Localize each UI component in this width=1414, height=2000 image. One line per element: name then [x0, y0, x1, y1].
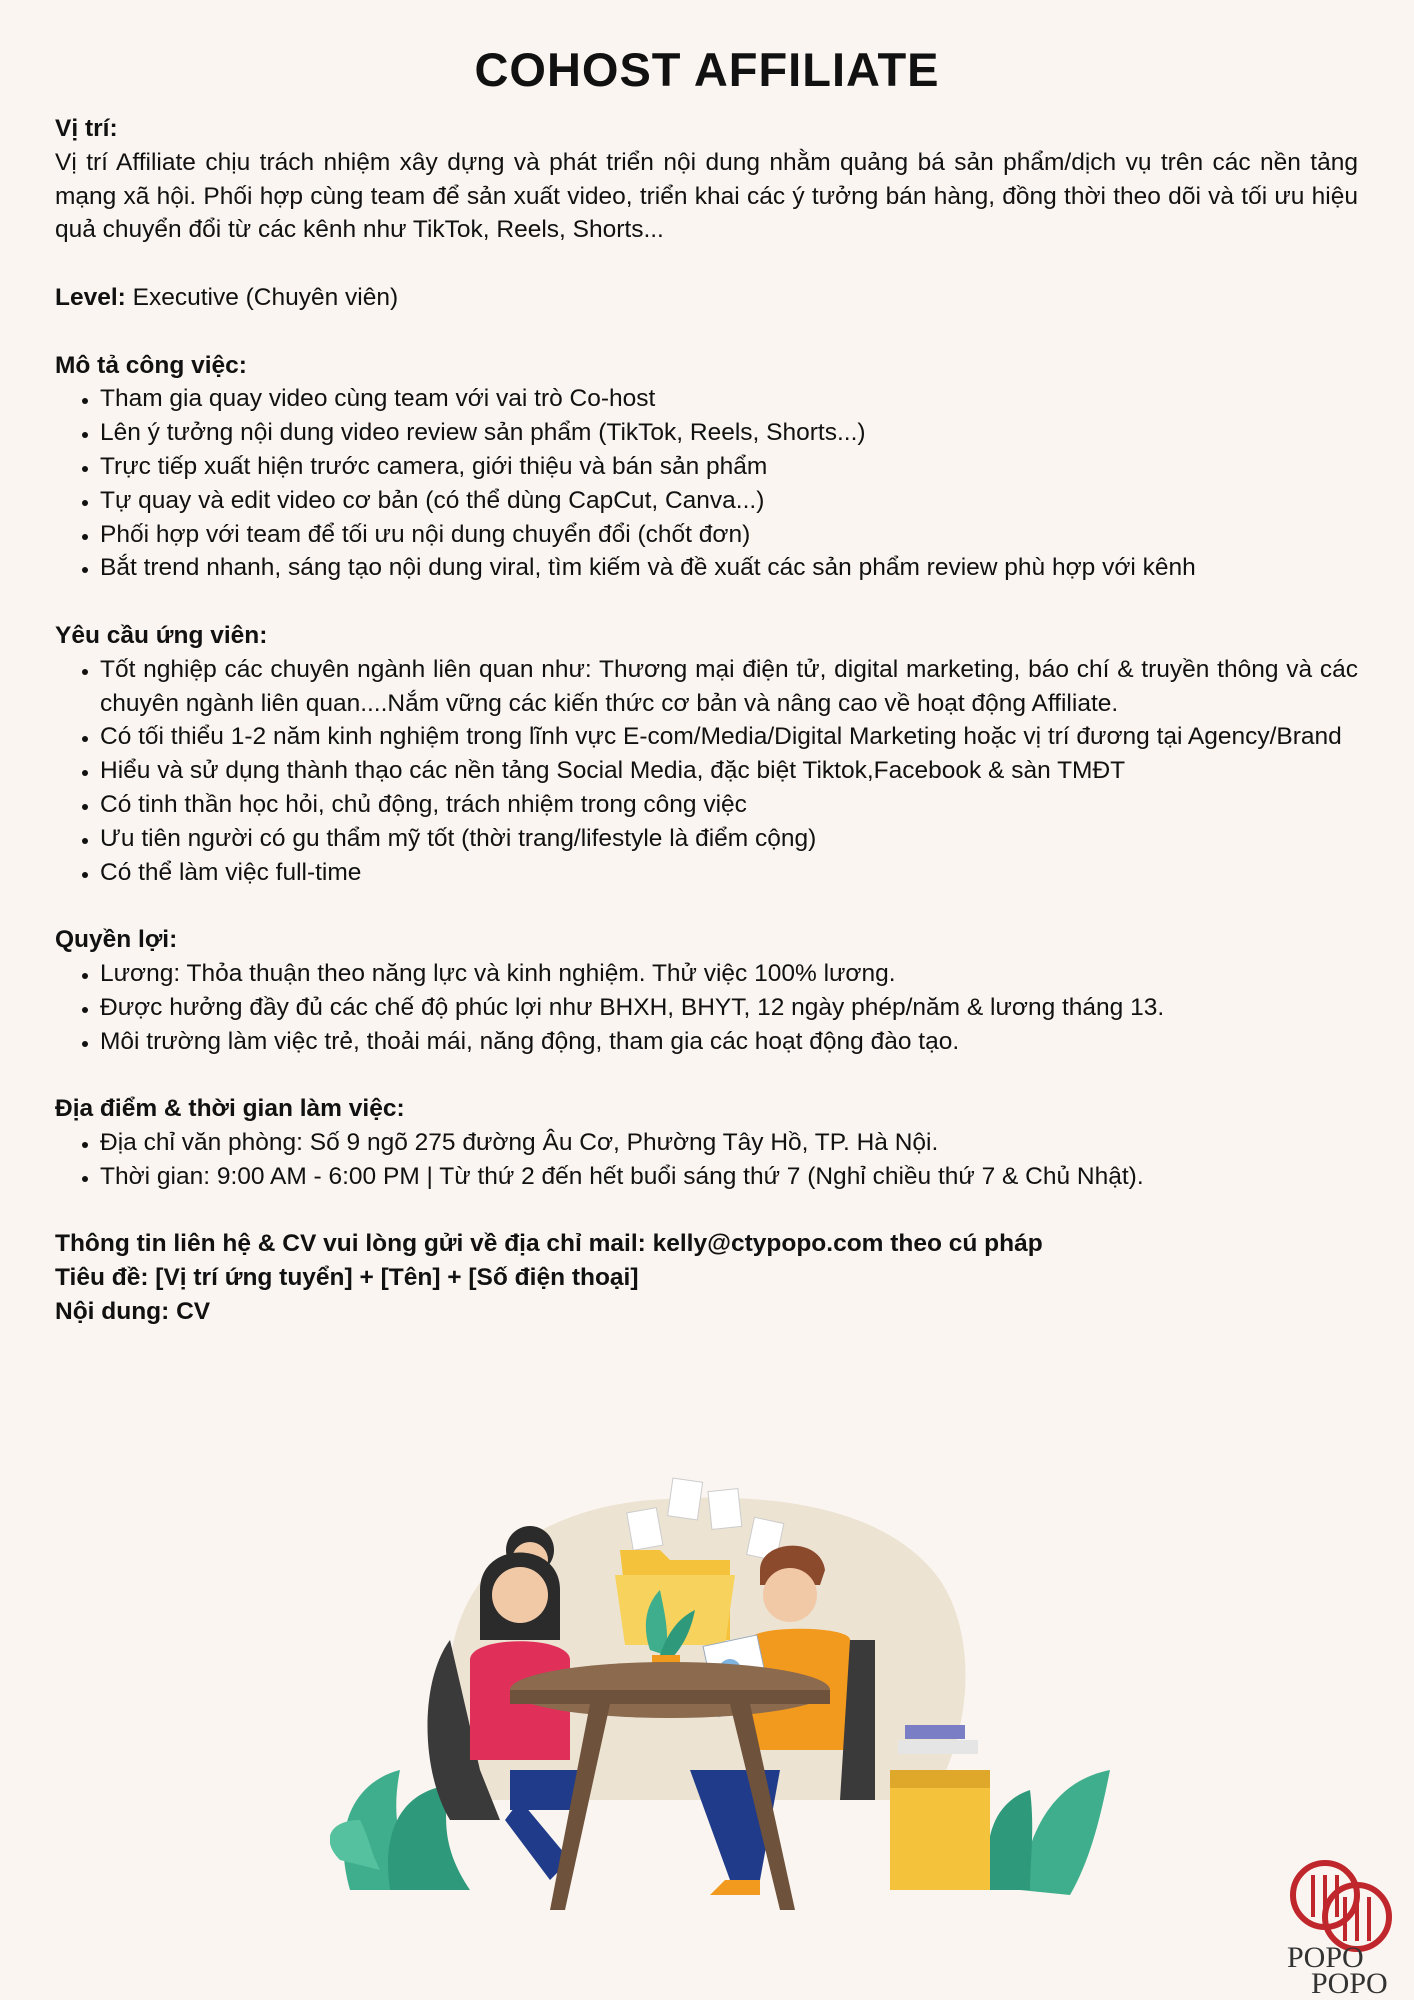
benefits-list — [55, 957, 1358, 1058]
contact-email-line: Thông tin liên hệ & CV vui lòng gửi về địa chỉ mail: kelly@ctypopo.com theo cú pháp — [55, 1230, 1043, 1258]
requirements-list — [55, 653, 1358, 890]
contact-subject-line: Tiêu đề: [Vị trí ứng tuyển] + [Tên] + [Số điện thoại] — [55, 1264, 639, 1292]
contact-body-line: Nội dung: CV — [55, 1297, 211, 1325]
requirements-heading: Yêu cầu ứng viên: — [55, 621, 268, 649]
list-item: • Hiểu và sử dụng thành thạo các nền tảng Social Media, đặc biệt Tiktok,Facebook & sàn TMĐT — [100, 754, 1358, 788]
location-heading: Địa điểm & thời gian làm việc: — [55, 1095, 405, 1123]
list-item: • Thời gian: 9:00 AM - 6:00 PM | Từ thứ 2 đến hết buổi sáng thứ 7 (Nghỉ chiều thứ 7 & Chủ Nhật). — [100, 1160, 1358, 1194]
list-item: • Có tối thiểu 1-2 năm kinh nghiệm trong lĩnh vực E-com/Media/Digital Marketing hoặc vị trí đương tại Agency/Brand — [100, 720, 1358, 754]
meeting-illustration — [330, 1440, 1130, 1920]
location-list — [55, 1126, 1358, 1194]
job-description-list — [55, 382, 1358, 585]
page-title: COHOST AFFILIATE — [474, 43, 940, 96]
list-item: • Lương: Thỏa thuận theo năng lực và kinh nghiệm. Thử việc 100% lương. — [100, 957, 1358, 991]
list-item: • Trực tiếp xuất hiện trước camera, giới thiệu và bán sản phẩm — [100, 450, 1358, 484]
logo-text-bottom: POPO — [1311, 1967, 1388, 1995]
list-item: • Lên ý tưởng nội dung video review sản phẩm (TikTok, Reels, Shorts...) — [100, 416, 1358, 450]
level-label: Level: — [55, 283, 126, 311]
list-item: • Có tinh thần học hỏi, chủ động, trách nhiệm trong công việc — [100, 788, 1358, 822]
list-item: • Ưu tiên người có gu thẩm mỹ tốt (thời trang/lifestyle là điểm cộng) — [100, 822, 1358, 856]
list-item: • Địa chỉ văn phòng: Số 9 ngõ 275 đường Âu Cơ, Phường Tây Hồ, TP. Hà Nội. — [100, 1126, 1358, 1160]
list-item: • Tốt nghiệp các chuyên ngành liên quan như: Thương mại điện tử, digital marketing, báo chí & truyền thông và các chuyên ngành liên quan....Nắm vững các kiến thức cơ bản và nâng cao về hoạt động Affiliate. — [100, 653, 1358, 721]
list-item: • Môi trường làm việc trẻ, thoải mái, năng động, tham gia các hoạt động đào tạo. — [100, 1025, 1358, 1059]
list-item: • Tự quay và edit video cơ bản (có thể dùng CapCut, Canva...) — [100, 484, 1358, 518]
list-item: • Tham gia quay video cùng team với vai trò Co-host — [100, 382, 1358, 416]
level-line — [55, 281, 1358, 315]
logo-text-top: POPO — [1287, 1941, 1364, 1974]
box-icon — [890, 1725, 990, 1890]
list-item: • Được hưởng đầy đủ các chế độ phúc lợi như BHXH, BHYT, 12 ngày phép/năm & lương tháng 13. — [100, 991, 1358, 1025]
popo-logo — [1285, 1855, 1405, 1995]
list-item: • Phối hợp với team để tối ưu nội dung chuyển đổi (chốt đơn) — [100, 518, 1358, 552]
plant-right-icon — [987, 1770, 1110, 1895]
job-description-heading: Mô tả công việc: — [55, 351, 247, 379]
level-value: Executive (Chuyên viên) — [125, 283, 399, 311]
job-posting-content — [55, 112, 1358, 1329]
list-item: • Bắt trend nhanh, sáng tạo nội dung viral, tìm kiếm và đề xuất các sản phẩm review phù hợp với kênh — [100, 551, 1358, 585]
benefits-heading: Quyền lợi: — [55, 926, 178, 954]
position-description: Vị trí Affiliate chịu trách nhiệm xây dựng và phát triển nội dung nhằm quảng bá sản phẩm/dịch vụ trên các nền tảng mạng xã hội. Phối hợp cùng team để sản xuất video, triển khai các ý tưởng bán hàng, đồng thời theo dõi và tối ưu hiệu quả chuyển đổi từ các kênh như TikTok, Reels, Shorts... — [55, 148, 1358, 244]
position-label: Vị trí: — [55, 115, 118, 142]
list-item: • Có thể làm việc full-time — [100, 856, 1358, 890]
